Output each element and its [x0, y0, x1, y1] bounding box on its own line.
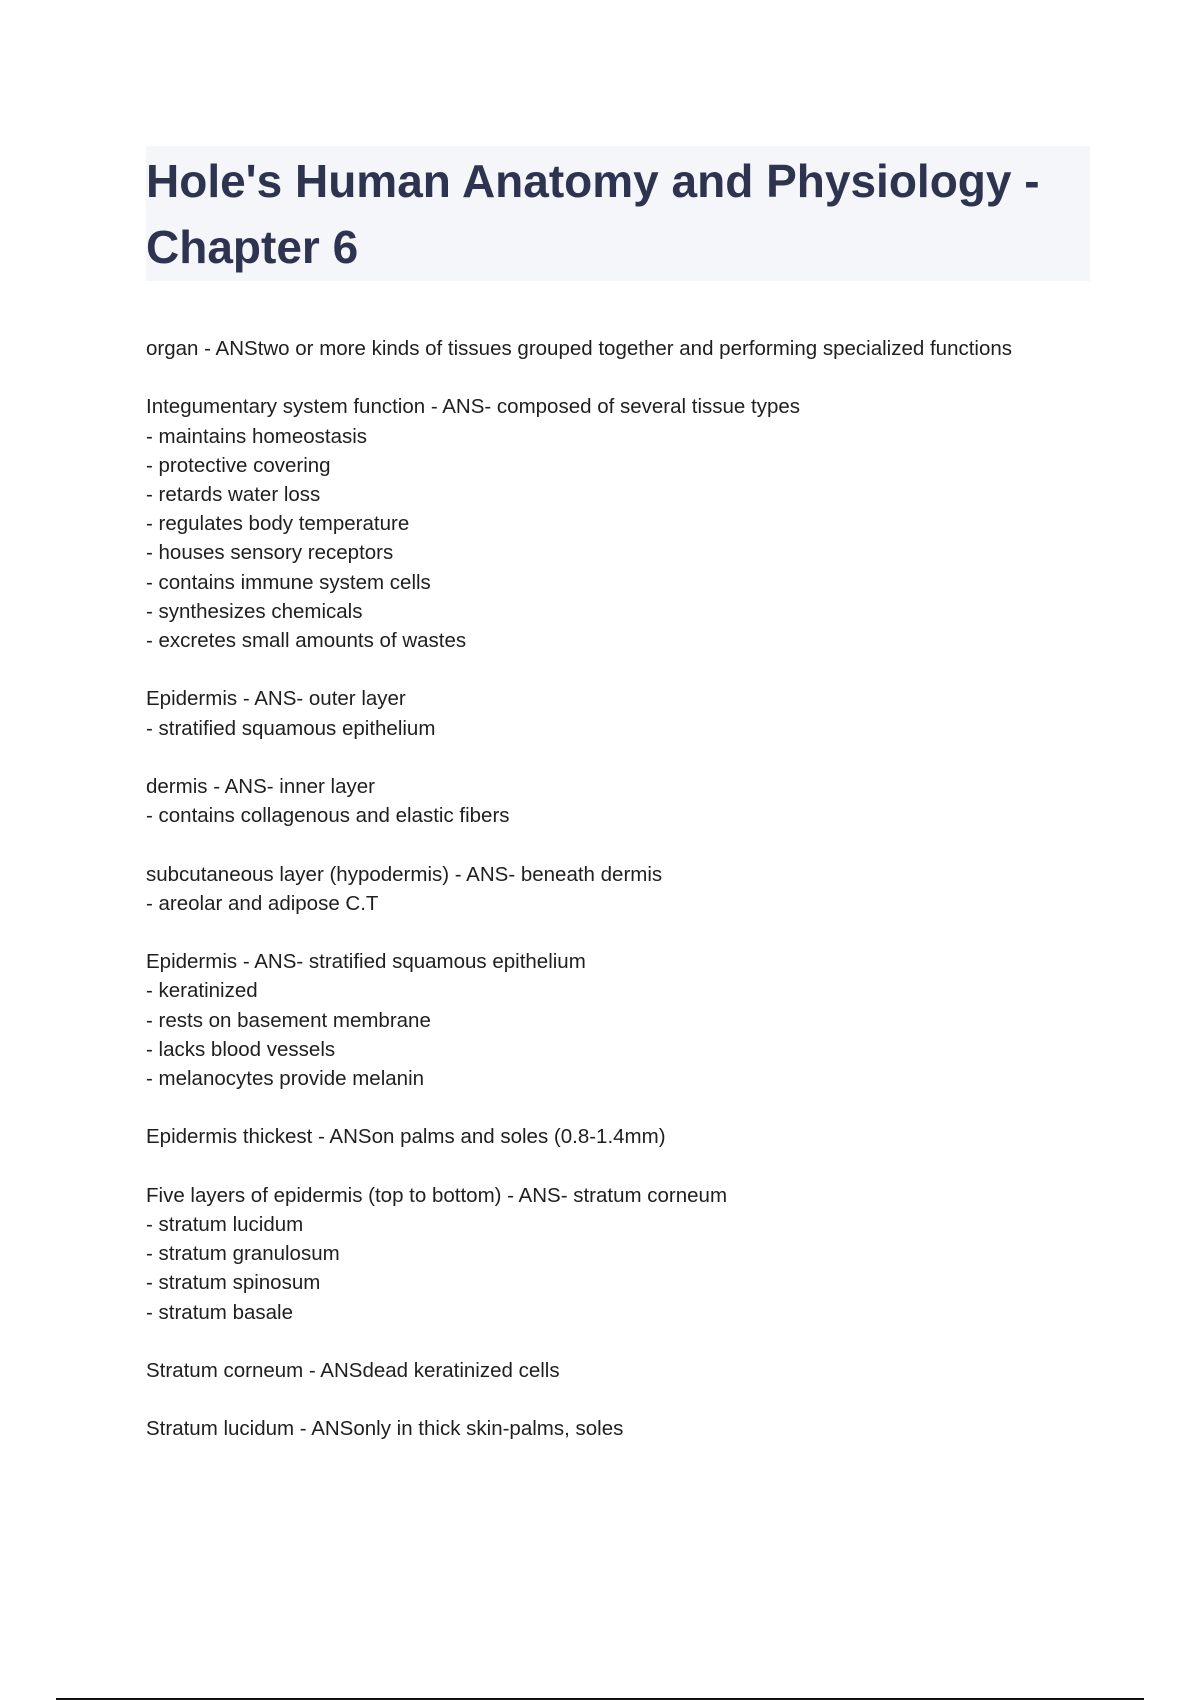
entry-line: - areolar and adipose C.T: [146, 891, 379, 915]
entry-line: - stratum spinosum: [146, 1271, 321, 1295]
entry-line: Five layers of epidermis (top to bottom) - ANS- stratum corneum: [146, 1183, 728, 1207]
entry-line: - retards water loss: [146, 483, 321, 506]
entry-line: subcutaneous layer (hypodermis) - ANS- beneath dermis: [146, 862, 663, 886]
entry-line: - stratified squamous epithelium: [146, 716, 436, 740]
page-title: [146, 148, 1090, 280]
entry-line: Stratum corneum - ANSdead keratinized cells: [146, 1358, 560, 1382]
entry-epidermis-outer: [146, 684, 1106, 742]
entry-line: - stratum granulosum: [146, 1242, 340, 1266]
entry-line: - excretes small amounts of wastes: [146, 629, 467, 653]
entry-stratum-corneum: [146, 1356, 1106, 1385]
entry-stratum-lucidum: [146, 1414, 1106, 1443]
entry-epidermis-thickest: [146, 1122, 1106, 1151]
entry-line: Epidermis - ANS- outer layer: [146, 687, 406, 711]
entry-line: Epidermis - ANS- stratified squamous epithelium: [146, 950, 586, 974]
flashcard-list: [146, 334, 1106, 1473]
entry-line: Stratum lucidum - ANSonly in thick skin-palms, soles: [146, 1417, 624, 1441]
entry-line: - houses sensory receptors: [146, 541, 394, 565]
entry-line: - regulates body temperature: [146, 512, 410, 536]
entry-line: - synthesizes chemicals: [146, 599, 363, 623]
entry-subcutaneous-layer: [146, 860, 1106, 918]
entry-line: - maintains homeostasis: [146, 424, 368, 448]
entry-line: Integumentary system function - ANS- composed of several tissue types: [146, 395, 801, 419]
entry-line: organ - ANStwo or more kinds of tissues grouped together and performing specialized functions: [146, 337, 1013, 360]
entry-line: - contains collagenous and elastic fibers: [146, 804, 510, 828]
title-line-1: Hole's Human Anatomy and Physiology -: [146, 155, 1040, 207]
title-line-2: Chapter 6: [146, 221, 359, 273]
entry-dermis: [146, 772, 1106, 830]
entry-organ: [146, 334, 1106, 363]
entry-line: - keratinized: [146, 979, 258, 1003]
entry-epidermis-epithelium: [146, 947, 1106, 1093]
entry-line: - rests on basement membrane: [146, 1008, 431, 1032]
entry-line: - protective covering: [146, 453, 331, 477]
entry-line: Epidermis thickest - ANSon palms and soles (0.8-1.4mm): [146, 1125, 666, 1149]
title-banner: [146, 146, 1090, 281]
entry-line: dermis - ANS- inner layer: [146, 775, 375, 798]
entry-five-layers: [146, 1181, 1106, 1327]
entry-line: - melanocytes provide melanin: [146, 1067, 425, 1090]
entry-line: - contains immune system cells: [146, 570, 431, 594]
entry-line: - lacks blood vessels: [146, 1037, 336, 1061]
entry-integumentary-function: [146, 392, 1106, 655]
entry-line: - stratum lucidum: [146, 1212, 304, 1236]
entry-line: - stratum basale: [146, 1300, 293, 1324]
